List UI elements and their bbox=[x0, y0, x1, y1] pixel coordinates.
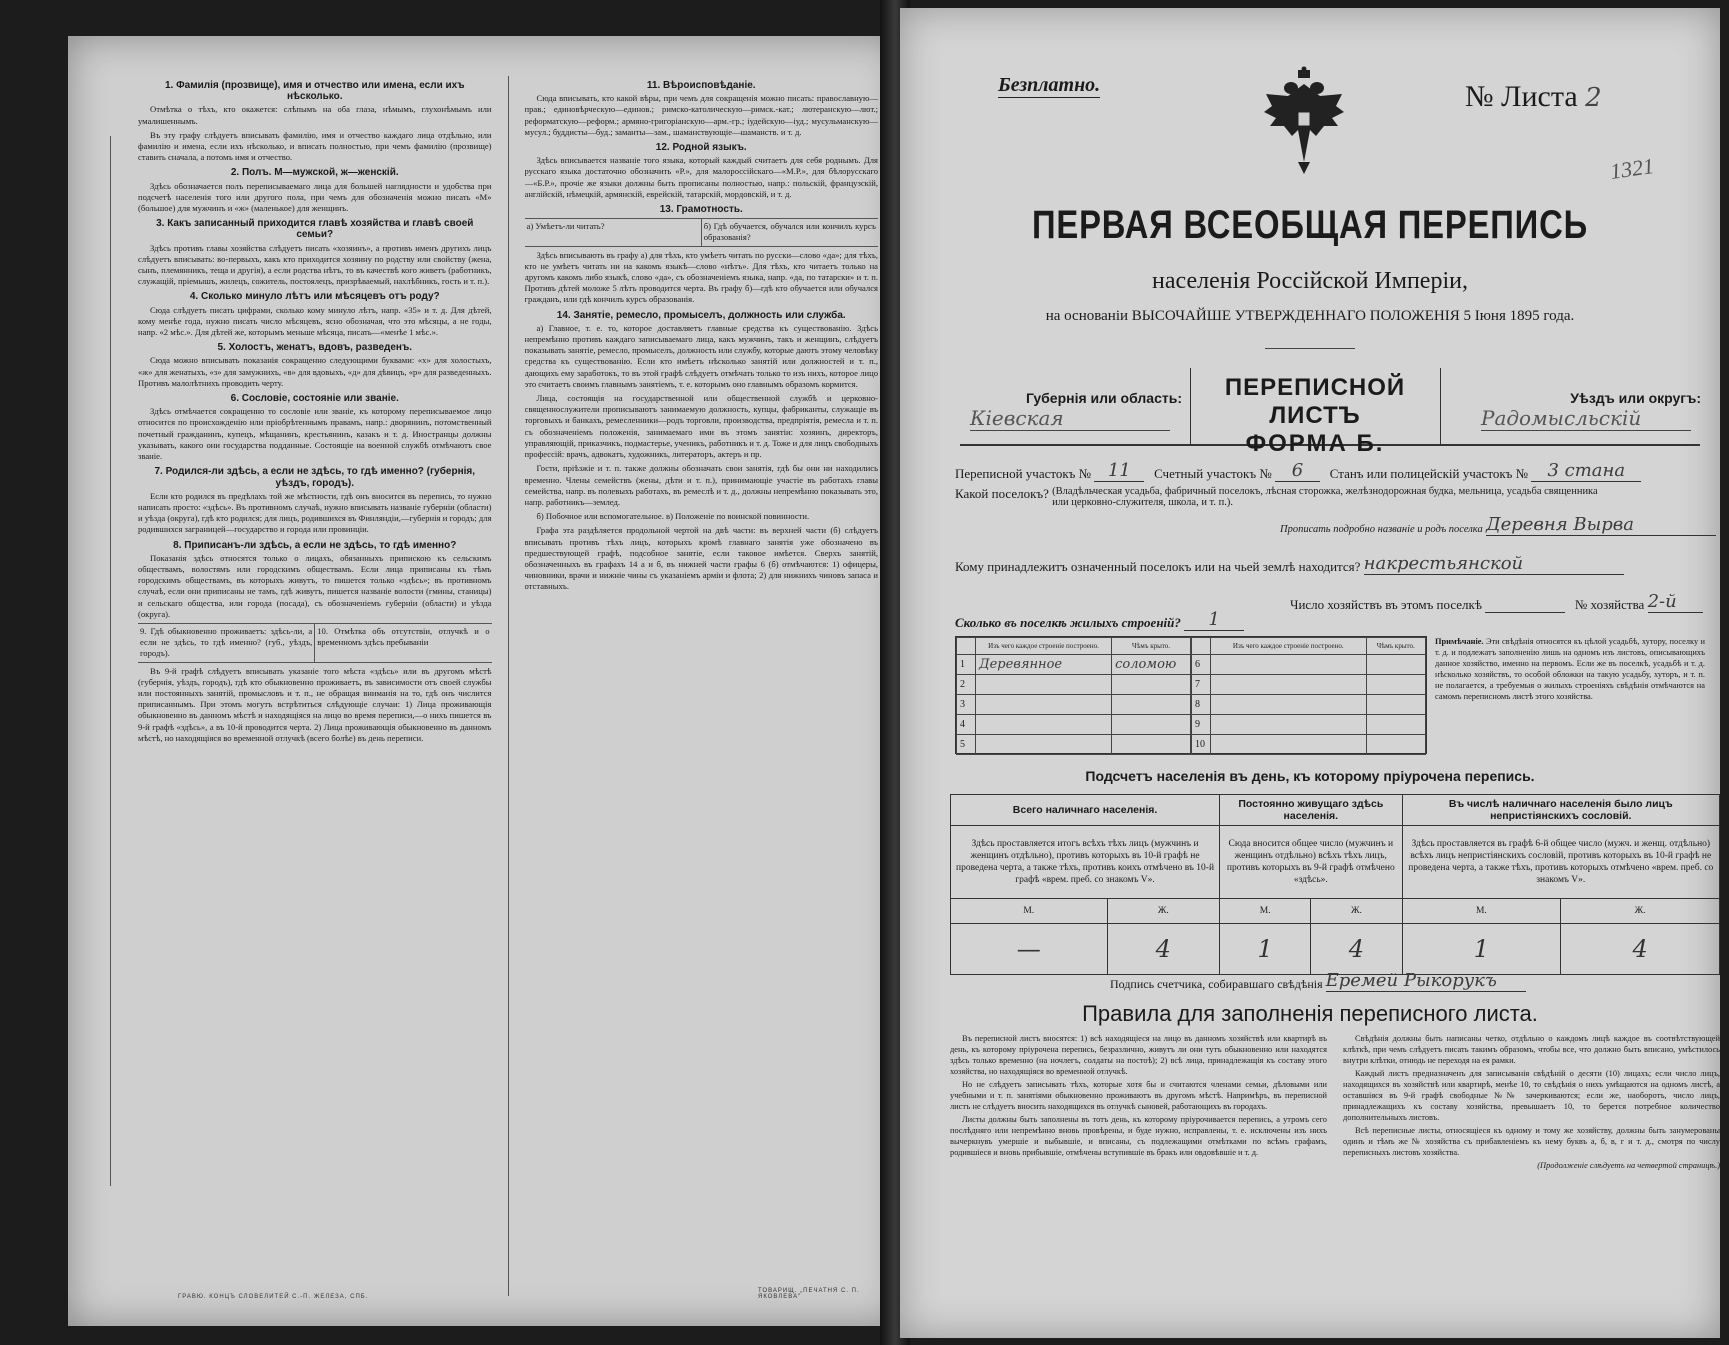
rule-paragraph: Листы должны быть заполнены въ тотъ день, къ которому пріурочивается перепись, а утромъ сего послѣдняго или непремѣнно вновь провѣрены, и буде нужно, исправлены, т. е. исключены изъ нихъ вычеркнувъ умершіе и выбывшіе, и вписаны, съ подлежащими отмѣтками по всѣмъ графамъ, родившіеся и вновь прибывшіе, отмѣчены вступившіе въ бракъ или овдовѣвшіе и т. д. bbox=[950, 1115, 1327, 1157]
roof-cell bbox=[1112, 735, 1191, 755]
table-row bbox=[957, 675, 1191, 695]
form-title: ПЕРЕПИСНОЙ ЛИСТЪ bbox=[1224, 374, 1406, 429]
continued-note: (Продолженіе слѣдуетъ на четвертой страницѣ.) bbox=[1537, 1161, 1720, 1170]
female-label: Ж. bbox=[1311, 899, 1402, 924]
section-text: Гости, пріѣзжіе и т. п. также должны обозначать свои занятія, гдѣ бы они ни находились временно. Члены семействъ (жены, дѣти и т. п.), принимающіе участіе въ работахъ главы семейства, напр. въ полевыхъ работахъ, въ ремеслѣ и т. д., должны непремѣнно показывать это, напр. работникъ—землед. bbox=[524, 463, 878, 507]
printer-imprint-right: ТОВАРИЩ. „ПЕЧАТНЯ С. П. ЯКОВЛЕВА" bbox=[758, 1288, 860, 1300]
material-cell bbox=[1211, 675, 1367, 695]
non-christian-male-value: 1 bbox=[1402, 924, 1561, 975]
male-label: М. bbox=[951, 899, 1108, 924]
section-text: Сюда можно вписывать показанія сокращенно следующими буквами: «х» для холостыхъ, «ж» для женатыхъ, «з» для замужнихъ, «в» для вдовыхъ, «д» для дѣвицъ, «р» для разведенныхъ. Противъ малолѣтнихъ проводить черту. bbox=[138, 355, 492, 388]
subcolumn-headers bbox=[138, 623, 492, 663]
signature-value: Еремей Рыкорукъ bbox=[1326, 970, 1526, 992]
census-area-value: 11 bbox=[1094, 460, 1144, 482]
sheet-number-label: № Листа bbox=[1465, 80, 1578, 113]
settlement-note: (Владѣльческая усадьба, фабричный поселокъ, лѣсная сторожка, желѣзнодорожная будка, мельница, усадьба священника или церковно-служителя, школа, и т. п.). bbox=[1052, 486, 1598, 508]
total-female-value: 4 bbox=[1107, 924, 1220, 975]
material-header: Изъ чего каждое строеніе построено. bbox=[976, 638, 1112, 655]
male-label: М. bbox=[1402, 899, 1561, 924]
material-cell bbox=[976, 675, 1112, 695]
section-heading: 4. Сколько минуло лѣтъ или мѣсяцевъ отъ роду? bbox=[189, 291, 440, 303]
buildings-table-left bbox=[956, 637, 1191, 755]
material-cell bbox=[1211, 715, 1367, 735]
settlement-label: Какой поселокъ? bbox=[955, 486, 1049, 501]
table-row bbox=[1192, 675, 1426, 695]
buildings-table-right bbox=[1191, 637, 1426, 755]
material-cell bbox=[976, 695, 1112, 715]
table-row bbox=[1192, 655, 1426, 675]
row-number: 3 bbox=[957, 695, 976, 715]
buildings-label: Сколько въ поселкѣ жилыхъ строеній? bbox=[955, 615, 1181, 630]
province-value: Кіевская bbox=[970, 406, 1170, 431]
material-header: Изъ чего каждое строеніе построено. bbox=[1211, 638, 1367, 655]
buildings-table bbox=[955, 636, 1427, 754]
signature-label: Подпись счетчика, собиравшаго свѣдѣнія bbox=[1110, 977, 1323, 991]
section-text: б) Побочное или вспомогательное. в) Положеніе по воинской повинности. bbox=[536, 511, 810, 522]
roof-cell bbox=[1366, 715, 1425, 735]
section-heading: 3. Какъ записанный приходится главѣ хозяйства и главѣ своей семьи? bbox=[156, 218, 474, 241]
non-christian-header: Въ числѣ наличнаго населенія было лицъ непристіянскихъ сословій. bbox=[1402, 795, 1719, 826]
section-text: Здѣсь вписывается названіе того языка, который каждый считаетъ для себя роднымъ. Для русскаго языка достаточно обозначить «Р.», для малороссійскаго—«М.Р.», для бѣлорусскаго—«Б.Р.», прочіе же языки должны быть прописаны полностью, напр.: польскій, французскій, англійскій, нѣмецкій, армянскій, еврейскій, татарскій, мордовскій, и т. д. bbox=[524, 155, 878, 199]
column-divider bbox=[508, 76, 509, 1296]
archive-page-stamp: 1321 bbox=[1608, 153, 1656, 184]
table-row bbox=[1192, 735, 1426, 755]
census-area-label: Переписной участокъ № bbox=[955, 466, 1092, 481]
province-label: Губернія или область: bbox=[1025, 390, 1182, 406]
rules-column-1 bbox=[950, 1033, 1327, 1171]
section-text: Лица, состоящія на государственной или общественной службѣ и церковно-священнослужители прописываютъ занимаемую должность, купцы, фабриканты, служащіе въ торговыхъ и банкахъ, ремесленники—родъ торговли, производства, предпріятія, ремесла и т. п. съ обозначеніемъ положенія, занимаемаго ими въ этомъ занятіи: хозяинъ, директоръ, управляющій, приказчикъ, подмастерье, ученикъ, работникъ и т. д. Тоже и для лицъ свободныхъ профессій: врачъ, адвокатъ, художникъ, литераторъ, актеръ и пр. bbox=[524, 393, 878, 460]
roof-cell bbox=[1112, 715, 1191, 735]
section-text: Въ 9-й графѣ слѣдуетъ вписывать указаніе того мѣста «здѣсь» или въ другомъ мѣстѣ (губернія, уѣздъ, городъ), гдѣ кто обыкновенно проживаетъ, въ зависимости отъ своей службы или постоянныхъ занятій, промысловъ и т. п., не обращая вниманія на то, гдѣ онъ числится приписаннымъ. При этомъ могутъ встрѣтиться слѣдующіе случаи: 1) Лица проживающія обыкновенно въ данномъ мѣстѣ и находящіяся на лицо во время переписи,—о нихъ пишется въ 9-й графѣ «здѣсь», а въ 10-й проводится черта. 2) Лица проживающія обыкновенно въ данномъ мѣстѣ, но находящіяся во временной отлучкѣ (всего болѣе) въ день переписи. bbox=[138, 665, 492, 743]
section-text: Здѣсь вписывають въ графу а) для тѣхъ, кто умѣетъ читать по русски—слово «да»; для тѣхъ, кто не умѣетъ читать ни на какомъ языкѣ—слово «нѣтъ». Для тѣхъ, кто читаетъ только на другомъ какомъ либо языкѣ, слово «да», съ обозначеніемъ языка, напр. «да, по татарски» и т. п. Противъ дѣтей моложе 5 лѣтъ проводится черта. Въ графу б)—гдѣ кто обучается или обучался гражданъ, или гдѣ кончилъ курсъ образованія. bbox=[524, 249, 878, 305]
form-title-box bbox=[1190, 368, 1440, 457]
count-area-value: 6 bbox=[1275, 460, 1320, 482]
roof-cell bbox=[1366, 735, 1425, 755]
note-block bbox=[1435, 636, 1705, 702]
material-cell: Деревянное bbox=[976, 655, 1112, 675]
row-number: 10 bbox=[1192, 735, 1211, 755]
section-text: Сюда слѣдуетъ писать цифрами, сколько кому минуло лѣтъ, напр. «35» и т. д. Для дѣтей, кому менѣе года, нужно писать число мѣсяцевъ, ясно обозначая, что это мѣсяцы, а не годы, напр. «2 мѣс.». Для дѣтей же, которымъ меньше мѣсяца, писать—«менѣе 1 мѣс.». bbox=[138, 304, 492, 338]
camp-value: 3 стана bbox=[1531, 460, 1641, 482]
settlement-instruction-line bbox=[1280, 514, 1716, 536]
roof-cell bbox=[1366, 695, 1425, 715]
section-text: Здѣсь обозначается полъ переписываемаго лица для большей наглядности и удобства при подсчетѣ населенія того или другого пола, при чемъ для обозначенія можно писать «М» (большое) для мужчинъ и «ж» (маленькое) для женщинъ. bbox=[138, 180, 492, 214]
section-heading: 5. Холостъ, женатъ, вдовъ, разведенъ. bbox=[217, 342, 413, 354]
note-heading: Примѣчаніе. bbox=[1435, 637, 1484, 646]
non-christian-female-value: 4 bbox=[1561, 924, 1720, 975]
form-letter: ФОРМА Б. bbox=[1245, 430, 1385, 457]
section-heading: 14. Занятіе, ремесло, промыселъ, должность или служба. bbox=[556, 309, 846, 321]
permanent-female-value: 4 bbox=[1311, 924, 1402, 975]
rule-paragraph: Каждый листъ предназначенъ для записыванія свѣдѣній о десяти (10) лицахъ; если число лицъ, находящихся въ хозяйствѣ или квартирѣ, менѣе 10, то свѣдѣнія о нихъ умѣщаются на одномъ листѣ, а оставшіяся въ 9-й графѣ свободные №№ зачеркиваются; если же, наоборотъ, число лицъ, принадлежащихъ къ составу хозяйства, превышаетъ 10, то берется потребное количество дополнительныхъ листовъ. bbox=[1343, 1069, 1720, 1122]
rules-column-2 bbox=[1343, 1033, 1720, 1171]
rule-paragraph: Свѣдѣнія должны быть написаны четко, отдѣльно о каждомъ лицѣ каждое въ соотвѣтствующей клѣткѣ, при чемъ слѣдуетъ писать такимъ образомъ, чтобы все, что должно быть вписано, умѣстилось внутри клѣтки, отнюдь не переходя на ея рамки. bbox=[1343, 1034, 1720, 1065]
divider bbox=[1265, 348, 1355, 349]
form-header bbox=[960, 368, 1701, 457]
roof-cell bbox=[1112, 675, 1191, 695]
owner-line bbox=[955, 553, 1624, 575]
owner-value: накрестьянской bbox=[1364, 553, 1624, 575]
table-row bbox=[957, 695, 1191, 715]
sheet-number bbox=[1465, 80, 1602, 114]
district-box bbox=[1440, 368, 1701, 444]
material-cell bbox=[1211, 695, 1367, 715]
roof-cell: соломою bbox=[1112, 655, 1191, 675]
printer-imprint-left: ГРАВЮ. КОНЦЪ СЛОВЕЛИТЕЙ С.-П. ЖЕЛЕЗА, СПБ. bbox=[178, 1294, 369, 1300]
total-present-header: Всего наличнаго населенія. bbox=[951, 795, 1220, 826]
section-text: Если кто родился въ предѣлахъ той же мѣстности, гдѣ онъ вносится въ перепись, то нужно написать просто: «здѣсь». Въ противномъ случаѣ, нужно вписывать названіе губерніи (области) и уѣзда (округа), гдѣ кто родился; для лицъ, родившихся въ Финляндіи,—губернія и городъ; для родившихся заграницей—государство и города или провинціи. bbox=[138, 490, 492, 535]
left-page-columns bbox=[138, 76, 878, 1296]
buildings-line bbox=[955, 609, 1244, 631]
rules-title: Правила для заполненія переписного листа. bbox=[1082, 1001, 1538, 1026]
total-present-desc: Здѣсь проставляется итогъ всѣхъ тѣхъ лицъ (мужчинъ и женщинъ отдѣльно), противъ которыхъ въ 10-й графѣ не проведена черта, а также тѣхъ, противъ коихъ отмѣчено въ 10-й графѣ «врем. преб. со знакомъ V». bbox=[951, 826, 1220, 899]
row-number: 7 bbox=[1192, 675, 1211, 695]
literacy-a: а) Умѣетъ-ли читать? bbox=[526, 221, 605, 232]
section-text: Графа эта раздѣляется продольной чертой на двѣ части: въ верхней части (б) слѣдуетъ вписывать противъ тѣхъ лицъ, которыхъ кромѣ главнаго занятія уже обозначено въ предшествующей графѣ, подсобное занятіе, если таковое имѣется. Сверхъ занятій, обозначенныхъ въ графахъ 14 а и б, въ нижней части графы 6 (б) отмѣчаются: 1) офицеры, чиновники, врачи и нижніе чины съ указаніемъ арміи и флота; 2) для нижнихъ чиновъ запаса и отставныхъ. bbox=[524, 525, 878, 592]
section-text: Сюда вписывать, кто какой вѣры, при чемъ для сокращенія можно писать: православную—прав.; единовѣрческую—единов.; римско-католическую—римск.-кат.; лютеранскую—лют.; реформатскую—реформ.; армяно-григоріанскую—арм.-гр.; іудейскую—іуд.; мусульманскую—мусул.; буддисты—буд.; заманты—зам., шаманствующіе—шаманств. и т. д. bbox=[524, 93, 878, 137]
census-subtitle: населенія Россійской Имперіи, bbox=[1152, 268, 1468, 294]
double-headed-eagle-emblem bbox=[1258, 66, 1350, 176]
rule-paragraph: Въ переписной листъ вносятся: 1) всѣ находящіеся на лицо въ данномъ хозяйствѣ или квартирѣ въ день, къ которому пріурочена перепись, безразлично, живутъ ли они тутъ обыкновенно или находятся здѣсь только временно (на ночлегъ, солдаты на постоѣ); 2) всѣ лица, принадлежащія къ составу этого хозяйства, но находящіяся во временной отлучкѣ. bbox=[950, 1034, 1327, 1076]
table-row bbox=[1192, 695, 1426, 715]
section-text: а) Главное, т. е. то, которое доставляетъ главные средства къ существованію. Здѣсь непремѣнно противъ каждаго записываемаго лица, какъ мужчинъ, такъ и женщинъ, слѣдуетъ показывать занятіе, ремесло, промыселъ, должность или службу, которые даютъ этому человѣку средства къ существованію. Если кто имѣетъ нѣсколько занятій или должностей и т. п., дающихъ ему заработокъ, то въ этой графѣ слѣдуетъ отмѣчать только то изъ нихъ, которое лицо это считаетъ своимъ главнымъ занятіемъ, т. е. которымъ оно главнымъ образомъ кормится. bbox=[524, 322, 878, 389]
literacy-b: б) Гдѣ обучается, обучался или кончилъ курсъ образованія? bbox=[701, 219, 878, 245]
census-basis: на основаніи ВЫСОЧАЙШЕ УТВЕРЖДЕННАГО ПОЛОЖЕНІЯ 5 Іюня 1895 года. bbox=[1045, 308, 1575, 324]
margin-line bbox=[110, 136, 111, 1186]
section-heading: 13. Грамотность. bbox=[659, 204, 743, 216]
sheet-number-value: 2 bbox=[1585, 83, 1602, 113]
households-label: Число хозяйствъ въ этомъ поселкѣ bbox=[1290, 597, 1482, 612]
section-text: Отмѣтка о тѣхъ, кто окажется: слѣпымъ на оба глаза, нѣмымъ, глухонѣмымъ или умалишеннымъ. bbox=[138, 104, 492, 126]
settlement-instruction: Прописать подробно названіе и родъ поселка bbox=[1280, 524, 1483, 535]
population-count-table bbox=[950, 794, 1720, 975]
permanent-residents-header: Постоянно живущаго здѣсь населенія. bbox=[1220, 795, 1403, 826]
non-christian-desc: Здѣсь проставляется въ графѣ 6-й общее число (мужч. и женщ. отдѣльно) всѣхъ лицъ непристіянскихъ сословій, противъ которыхъ въ 10-й графѣ не проведена черта, а также тѣхъ, противъ которыхъ отмѣчено «врем. преб. со знакомъ V». bbox=[1402, 826, 1719, 899]
row-number: 1 bbox=[957, 655, 976, 675]
subcolumn-10: 10. Отмѣтка объ отсутствіи, отлучкѣ и о временномъ здѣсь пребываніи bbox=[314, 624, 491, 662]
province-box bbox=[960, 368, 1191, 444]
section-heading: 7. Родился-ли здѣсь, а если не здѣсь, то гдѣ именно? (губернія, уѣздъ, городъ). bbox=[154, 466, 476, 489]
row-number: 4 bbox=[957, 715, 976, 735]
district-value: Радомысльскій bbox=[1481, 406, 1691, 431]
settlement-value: Деревня Вырва bbox=[1486, 514, 1716, 536]
material-cell bbox=[976, 715, 1112, 735]
table-row bbox=[957, 735, 1191, 755]
rule-paragraph: Всѣ переписные листы, относящіеся къ одному и тому же хозяйству, должны быть занумерованы одинъ и тѣмъ же № хозяйства съ прибавленіемъ къ нему буквъ а, б, в, г и т. д., смотря по числу переписныхъ листовъ хозяйства. bbox=[1343, 1126, 1720, 1157]
section-text: Въ эту графу слѣдуетъ вписывать фамилію, имя и отчество каждаго лица отдѣльно, или фамилію и имена, если ихъ нѣсколько, и вписать полностью, при чемъ фамилію (прозвище) ставить сначала, а потомъ имя и отчество. bbox=[138, 129, 492, 163]
roof-header: Чѣмъ крыто. bbox=[1366, 638, 1425, 655]
right-page bbox=[900, 8, 1720, 1338]
settlement-line bbox=[955, 486, 1612, 508]
household-no-value: 2-й bbox=[1648, 591, 1703, 613]
section-text: Здѣсь отмѣчается сокращенно то сословіе или званіе, къ которому переписываемое лицо относится по происхожденію или пріобрѣтеннымъ правамъ, напр.: дворянинъ, потомственный почетный гражданинъ, купецъ, мѣщанинъ, крестьянинъ, казакъ и т. д. Иностранцы должны указывать, какого они государства подданные. Состоящіе на военной службѣ отмѣчаютъ свое званіе. bbox=[138, 406, 492, 462]
owner-label: Кому принадлежитъ означенный поселокъ или на чьей землѣ находится? bbox=[955, 559, 1361, 574]
permanent-residents-desc: Сюда вносится общее число (мужчинъ и женщинъ отдѣльно) всѣхъ тѣхъ лицъ, противъ которыхъ въ 9-й графѣ отмѣчено «здѣсь». bbox=[1220, 826, 1403, 899]
rules-columns bbox=[950, 1033, 1720, 1171]
subcolumn-9: 9. Гдѣ обыкновенно проживаетъ: здѣсь-ли, а если не здѣсь, то гдѣ именно? (губ., уѣздъ, городъ). bbox=[140, 625, 313, 659]
households-line bbox=[1290, 591, 1703, 613]
section-heading: 8. Приписанъ-ли здѣсь, а если не здѣсь, то гдѣ именно? bbox=[173, 539, 457, 551]
material-cell bbox=[976, 735, 1112, 755]
rule-paragraph: Но не слѣдуетъ записывать тѣхъ, которые хотя бы и считаются членами семьи, дѣловыми или учебными и т. п. занятіями обыкновенно проживаютъ въ другомъ мѣстѣ. Напримѣръ, въ переписной листъ не слѣдуетъ вносить находящихся въ отлучкѣ сыновей, работающихъ въ городахъ. bbox=[950, 1080, 1327, 1111]
total-male-value: — bbox=[951, 924, 1108, 975]
section-heading: 6. Сословіе, состояніе или званіе. bbox=[230, 393, 399, 405]
literacy-subcolumns bbox=[525, 218, 879, 246]
note-text: Эти свѣдѣнія относятся къ цѣлой усадьбѣ, хутору, поселку и т. д. и подлежатъ заполненію лишь на одномъ изъ листовъ, описывающихъ данное хозяйство, именно на первомъ. Если же въ поселкѣ, усадьбѣ и т. д. нѣсколько хозяйствъ, то особой обложки на такую усадьбу, хуторъ, и т. п. не полагается, а требуемыя о жилыхъ строеніяхъ свѣдѣнія отмѣчаются на самомъ переписномъ листѣ этого хозяйства. bbox=[1435, 637, 1706, 701]
male-label: М. bbox=[1220, 899, 1311, 924]
row-number: 6 bbox=[1192, 655, 1211, 675]
row-number: 2 bbox=[957, 675, 976, 695]
table-row bbox=[1192, 715, 1426, 735]
row-number: 9 bbox=[1192, 715, 1211, 735]
roof-header: Чѣмъ крыто. bbox=[1112, 638, 1191, 655]
roof-cell bbox=[1112, 695, 1191, 715]
left-column-2 bbox=[525, 76, 879, 1296]
roof-cell bbox=[1366, 655, 1425, 675]
camp-label: Станъ или полицейскій участокъ № bbox=[1329, 466, 1529, 481]
census-title: ПЕРВАЯ ВСЕОБЩАЯ ПЕРЕПИСЬ bbox=[1032, 203, 1588, 247]
section-text: Показанія здѣсь относятся только о лицахъ, обязанныхъ припискою къ сельскимъ обществамъ, волостямъ или городскимъ обществамъ. Если лица приписаны къ тѣмъ городскимъ обществамъ, въ которыхъ живутъ, то пишется только «здѣсь»; въ противномъ случаѣ, если они приписаны не тамъ, гдѣ живутъ, пишется названіе волости (гмины, станицы) и сельскаго общества, или города (посада), съ обозначеніемъ губерніи (области) и уѣзда (округа). bbox=[138, 552, 492, 619]
left-page bbox=[68, 36, 900, 1326]
section-heading: 2. Полъ. М—мужской, ж—женскій. bbox=[230, 167, 399, 179]
row-number: 8 bbox=[1192, 695, 1211, 715]
table-row bbox=[957, 715, 1191, 735]
count-area-label: Счетный участокъ № bbox=[1154, 466, 1272, 481]
left-column-1 bbox=[138, 76, 492, 1296]
table-row bbox=[957, 655, 1191, 675]
census-area-line bbox=[955, 460, 1641, 482]
female-label: Ж. bbox=[1561, 899, 1720, 924]
roof-cell bbox=[1366, 675, 1425, 695]
district-label: Уѣздъ или округъ: bbox=[1570, 390, 1701, 406]
free-label: Безплатно. bbox=[998, 74, 1101, 96]
household-no-label: № хозяйства bbox=[1574, 597, 1645, 612]
permanent-male-value: 1 bbox=[1220, 924, 1311, 975]
female-label: Ж. bbox=[1107, 899, 1220, 924]
section-text: Здѣсь противъ главы хозяйства слѣдуетъ писать «хозяинъ», а противъ именъ другихъ лицъ слѣдуетъ вписывать: во-первыхъ, какъ кто приходится хозяину по родству или свойству (жена, сынъ, племянникъ, теща и другія), а если родства нѣтъ, то въ качествѣ кого живетъ (работникъ, служащій, пріемышъ, жилецъ, сожитель, постоялецъ, призрѣваемый, нахлѣбникъ, гость и т. п.). bbox=[138, 242, 492, 287]
buildings-value: 1 bbox=[1184, 609, 1244, 631]
section-heading: 1. Фамилія (прозвище), имя и отчество или имена, если ихъ нѣсколько. bbox=[164, 80, 465, 103]
row-number: 5 bbox=[957, 735, 976, 755]
material-cell bbox=[1211, 655, 1367, 675]
material-cell bbox=[1211, 735, 1367, 755]
section-heading: 11. Вѣроисповѣданіе. bbox=[646, 80, 756, 91]
section-heading: 12. Родной языкъ. bbox=[655, 142, 747, 154]
enumerator-signature-line bbox=[1110, 970, 1526, 992]
population-count-title: Подсчетъ населенія въ день, къ которому пріурочена перепись. bbox=[1085, 768, 1535, 784]
